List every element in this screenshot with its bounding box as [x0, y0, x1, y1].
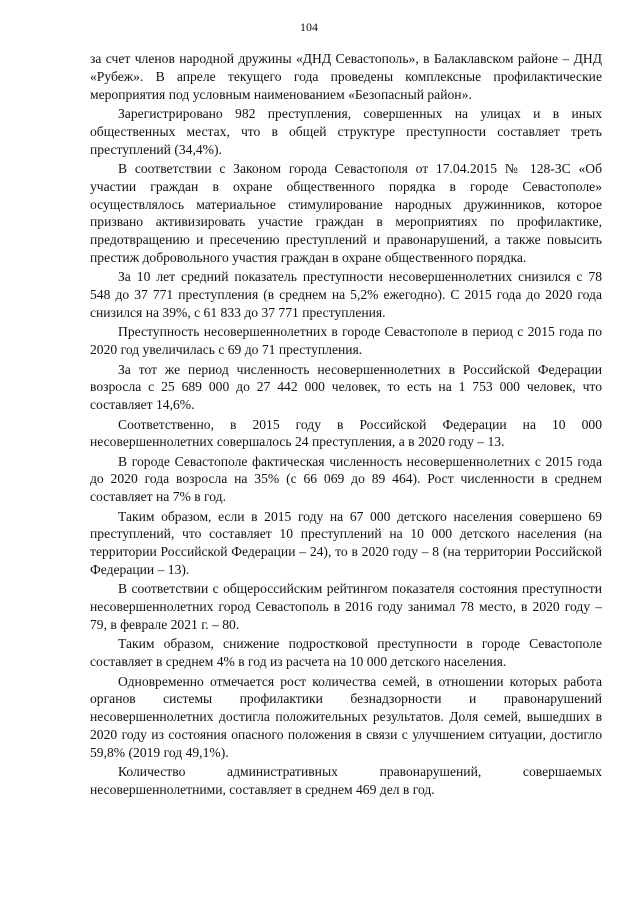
- paragraph-11: Таким образом, снижение подростковой преступности в городе Севастополе составляет в среднем 4% в год из расчета на 10 000 детского населения.: [90, 636, 602, 670]
- document-body: [90, 50, 602, 800]
- paragraph-7: Соответственно, в 2015 году в Российской Федерации на 10 000 несовершеннолетних совершалось 24 преступления, а в 2020 году – 13.: [90, 416, 602, 450]
- paragraph-5: Преступность несовершеннолетних в городе Севастополе в период с 2015 года по 2020 год увеличилась с 69 до 71 преступления.: [90, 324, 602, 358]
- paragraph-8: В городе Севастополе фактическая численность несовершеннолетних с 2015 года до 2020 года возросла на 35% (с 66 069 до 89 464). Рост численности в среднем составляет на 7% в год.: [90, 453, 602, 505]
- paragraph-3: В соответствии с Законом города Севастополя от 17.04.2015 № 128-ЗС «Об участии граждан в охране общественного порядка в городе Севастополе» осуществлялось материальное стимулирование народных дружинников, которое призвано активизировать участие граждан в мероприятиях по профилактике, предотвращению и пресечению преступлений и правонарушений, а также повысить престиж добровольного участия граждан в охране общественного порядка.: [90, 160, 602, 265]
- paragraph-6: За тот же период численность несовершеннолетних в Российской Федерации возросла с 25 689 000 до 27 442 000 человек, то есть на 1 753 000 человек, что составляет 14,6%.: [90, 361, 602, 413]
- paragraph-13: Количество административных правонарушений, совершаемых несовершеннолетними, составляет в среднем 469 дел в год.: [90, 764, 602, 797]
- paragraph-12: Одновременно отмечается рост количества семей, в отношении которых работа органов системы профилактики безнадзорности и правонарушений несовершеннолетних достигла положительных результатов. Доля семей, вышедших в 2020 году из состояния опасного положения в связи с улучшением ситуации, достигло 59,8% (2019 год 49,1%).: [90, 673, 602, 760]
- paragraph-10: В соответствии с общероссийским рейтингом показателя состояния преступности несовершеннолетних город Севастополь в 2016 году занимал 78 место, в 2020 году – 79, в феврале 2021 г. – 80.: [90, 581, 602, 633]
- paragraph-1: за счет членов народной дружины «ДНД Севастополь», в Балаклавском районе – ДНД «Рубеж». В апреле текущего года проведены комплексные профилактические мероприятия под условным наименованием «Безопасный район».: [90, 51, 602, 102]
- paragraph-2: Зарегистрировано 982 преступления, совершенных на улицах и в иных общественных местах, что в общей структуре преступности составляет треть преступлений (34,4%).: [90, 105, 602, 157]
- page-number: 104: [300, 20, 318, 34]
- paragraph-4: За 10 лет средний показатель преступности несовершеннолетних снизился с 78 548 до 37 771 преступления (в среднем на 5,2% ежегодно). С 2015 года до 2020 года снизился на 39%, с 61 833 до 37 771 преступления.: [90, 269, 602, 320]
- paragraph-9: Таким образом, если в 2015 году на 67 000 детского населения совершено 69 преступлений, что составляет 10 преступлений на 10 000 детского населения (на территории Российской Федерации – 24), то в 2020 году – 8 (на территории Российской Федерации – 13).: [90, 508, 602, 578]
